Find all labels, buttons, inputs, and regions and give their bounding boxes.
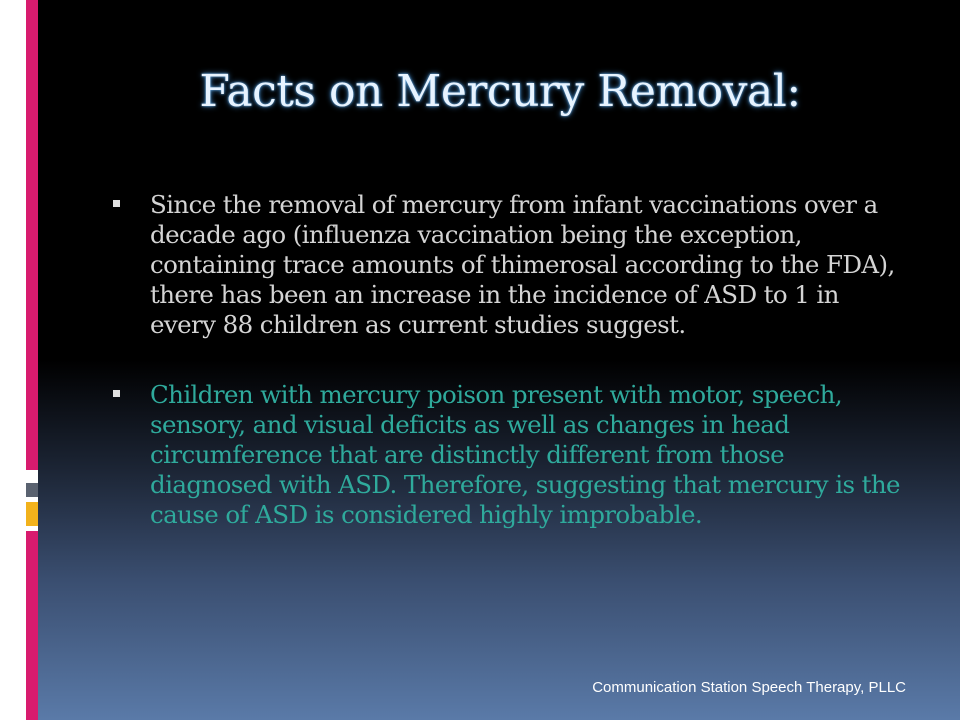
accent-stripe-gold (26, 502, 38, 526)
bullet-text: Since the removal of mercury from infant vaccinations over a decade ago (influenza vaccination being the exception, containing trace amounts of thimerosal according to the FDA), there has been an increase in the incidence of ASD to 1 in every 88 children as current studies suggest. (150, 190, 895, 339)
bullet-text: Children with mercury poison present with motor, speech, sensory, and visual deficits as well as changes in head circumference that are distinctly different from those diagnosed with ASD. Therefore, suggesting that mercury is the cause of ASD is considered highly improbable. (150, 380, 900, 529)
accent-stripe-gray-1 (26, 483, 38, 497)
slide-title: Facts on Mercury Removal: (199, 66, 801, 117)
accent-stripe-magenta-top (26, 0, 38, 470)
bullet-item-mercury-poison (110, 380, 910, 530)
bullet-list (110, 190, 910, 530)
footer-company-name: Communication Station Speech Therapy, PLLC (592, 679, 906, 696)
square-bullet-icon (113, 390, 120, 397)
accent-stripe-magenta-bottom (26, 531, 38, 720)
bullet-item-mercury-removal (110, 190, 910, 340)
square-bullet-icon (113, 200, 120, 207)
